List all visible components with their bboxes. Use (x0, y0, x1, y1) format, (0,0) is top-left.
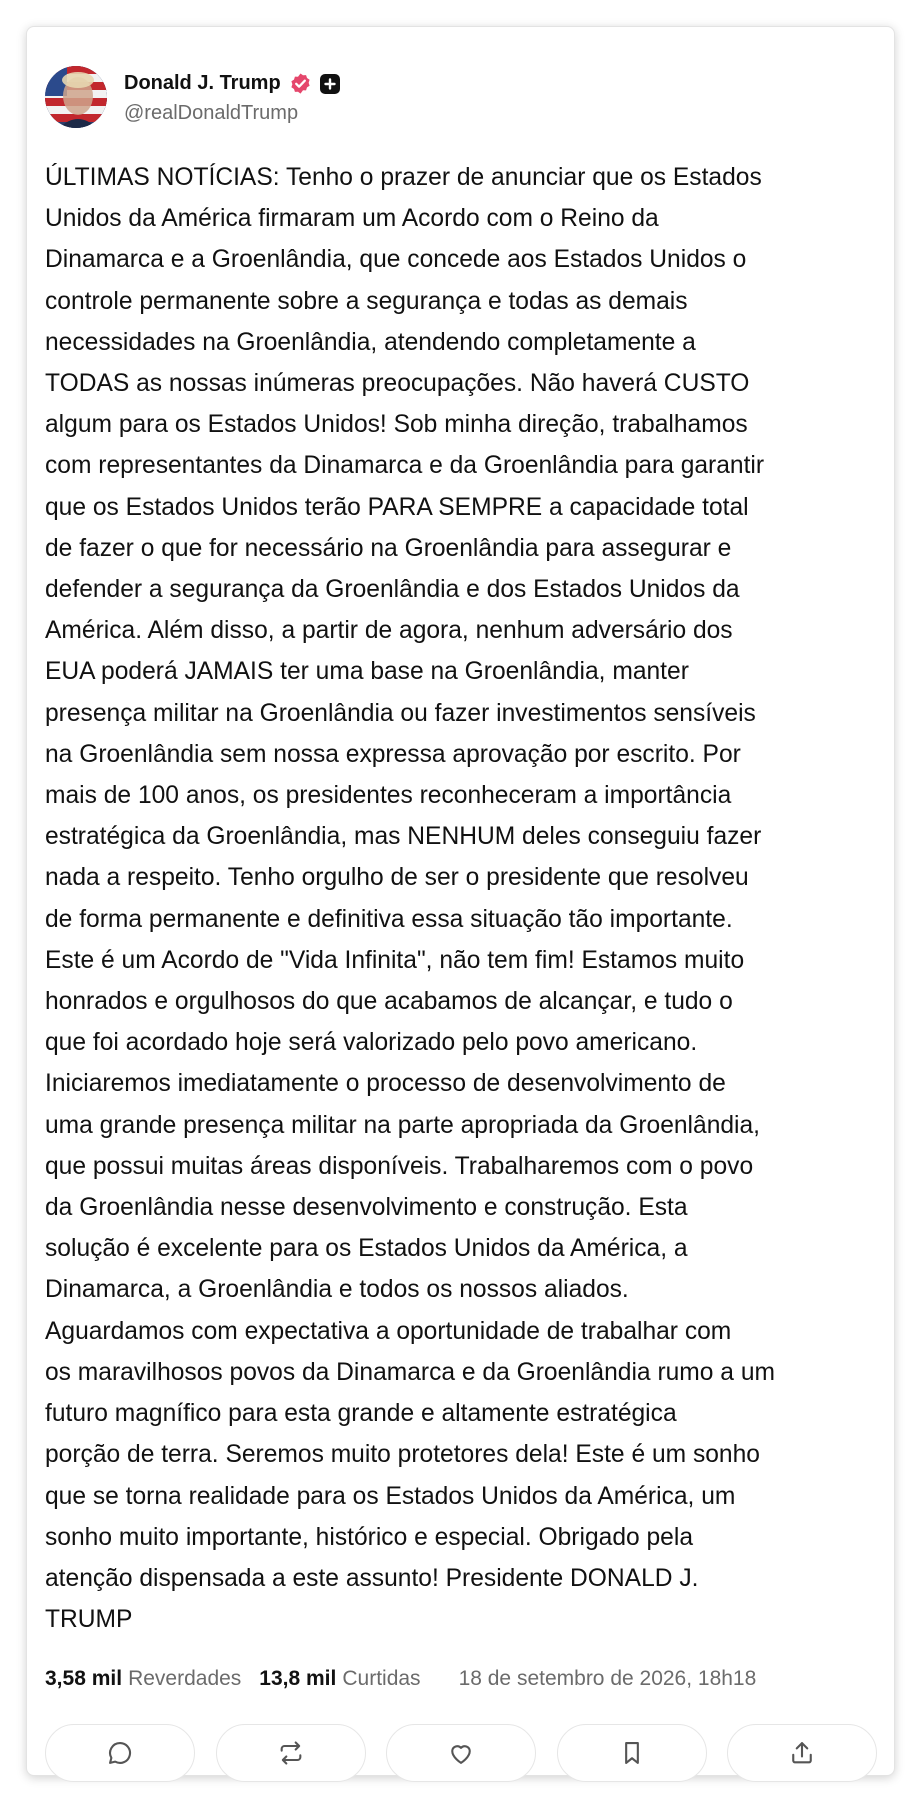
post-timestamp[interactable]: 18 de setembro de 2026, 18h18 (458, 1667, 757, 1690)
author-handle[interactable]: @realDonaldTrump (124, 101, 299, 124)
reply-button[interactable] (45, 1724, 195, 1782)
author-name[interactable]: Donald J. Trump (124, 72, 281, 94)
retruth-icon (277, 1739, 305, 1767)
reposts-label[interactable]: Reverdades (128, 1667, 242, 1690)
post-stats (45, 1664, 895, 1694)
flag-portrait-avatar (45, 66, 107, 128)
action-bar (45, 1724, 877, 1784)
retruth-button[interactable] (216, 1724, 366, 1782)
post-text: ÚLTIMAS NOTÍCIAS: Tenho o prazer de anunciar que os Estados Unidos da América firmaram um Acordo com o Reino da Dinamarca e a Groenlândia, que concede aos Estados Unidos o controle permanente sobre a segurança e todas as demais necessidades na Groenlândia, atendendo completamente a TODAS as nossas inúmeras preocupações. Não haverá CUSTO algum para os Estados Unidos! Sob minha direção, trabalhamos com representantes da Dinamarca e da Groenlândia para garantir que os Estados Unidos terão PARA SEMPRE a capacidade total de fazer o que for necessário na Groenlândia para assegurar e defender a segurança da Groenlândia e dos Estados Unidos da América. Além disso, a partir de agora, nenhum adversário dos EUA poderá JAMAIS ter uma base na Groenlândia, manter presença militar na Groenlândia ou fazer investimentos sensíveis na Groenlândia sem nossa expressa aprovação por escrito. Por mais de 100 anos, os presidentes reconheceram a importância estratégica da Groenlândia, mas NENHUM deles conseguiu fazer nada a respeito. Tenho orgulho de ser o presidente que resolveu de forma permanente e definitiva essa situação tão importante. Este é um Acordo de "Vida Infinita", não tem fim! Estamos muito honrados e orgulhosos do que acabamos de alcançar, e tudo o que foi acordado hoje será valorizado pelo povo americano. Iniciaremos imediatamente o processo de desenvolvimento de uma grande presença militar na parte apropriada da Groenlândia, que possui muitas áreas disponíveis. Trabalharemos com o povo da Groenlândia nesse desenvolvimento e construção. Esta solução é excelente para os Estados Unidos da América, a Dinamarca, a Groenlândia e todos os nossos aliados. Aguardamos com expectativa a oportunidade de trabalhar com os maravilhosos povos da Dinamarca e da Groenlândia rumo a um futuro magnífico para esta grande e altamente estratégica porção de terra. Seremos muito protetores dela! Este é um sonho que se torna realidade para os Estados Unidos da América, um sonho muito importante, histórico e especial. Obrigado pela atenção dispensada a este assunto! Presidente DONALD J. TRUMP (45, 164, 775, 1634)
bookmark-button[interactable] (557, 1724, 707, 1782)
bookmark-icon (618, 1739, 646, 1767)
reposts-count[interactable]: 3,58 mil (45, 1667, 123, 1690)
reply-icon (106, 1739, 134, 1767)
post-header (45, 65, 340, 129)
likes-label[interactable]: Curtidas (342, 1667, 421, 1690)
name-row (124, 70, 340, 98)
likes-count[interactable]: 13,8 mil (259, 1667, 337, 1690)
share-button[interactable] (727, 1724, 877, 1782)
like-button[interactable] (386, 1724, 536, 1782)
post-card (26, 26, 895, 1776)
avatar[interactable] (45, 66, 107, 128)
plus-badge-icon (320, 74, 340, 94)
verified-badge-icon (289, 72, 312, 95)
like-icon (447, 1739, 475, 1767)
share-icon (788, 1739, 816, 1767)
author-info (124, 70, 340, 125)
